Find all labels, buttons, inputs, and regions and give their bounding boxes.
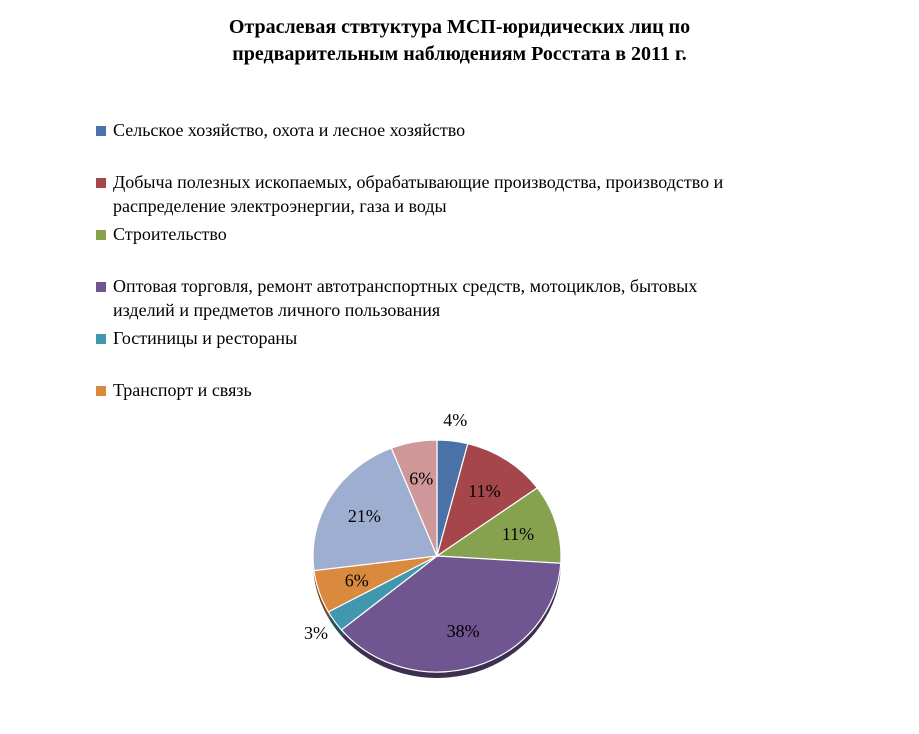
chart-title-line-2: предварительным наблюдениям Росстата в 2011 г.: [232, 43, 687, 65]
pie-data-label-0: 4%: [443, 410, 468, 431]
legend-label-wholesale-trade: Оптовая торговля, ремонт автотранспортных средств, мотоциклов, бытовых изделий и предметов личного пользования: [113, 276, 698, 320]
legend-label-hotels-restaurants: Гостиницы и рестораны: [113, 328, 298, 348]
chart-title-line-1: Отраслевая ствтуктура МСП-юридических лиц по: [228, 16, 691, 38]
legend-label-mining-manufacturing: Добыча полезных ископаемых, обрабатывающие производства, производство и распределение электроэнергии, газа и воды: [113, 172, 724, 216]
pie-data-label-7: 6%: [409, 468, 434, 489]
pie-data-label-2: 11%: [501, 524, 535, 544]
legend-label-agriculture: Сельское хозяйство, охота и лесное хозяйство: [113, 120, 466, 140]
legend-label-construction: Строительство: [113, 224, 227, 244]
legend-label-transport-communication: Транспорт и связь: [113, 380, 252, 400]
pie-data-label-3: 38%: [446, 621, 480, 641]
pie-data-label-4: 3%: [304, 622, 328, 643]
pie-data-label-1: 11%: [468, 480, 501, 501]
pie-data-label-6: 21%: [347, 505, 381, 526]
pie-data-label-5: 6%: [344, 570, 369, 591]
